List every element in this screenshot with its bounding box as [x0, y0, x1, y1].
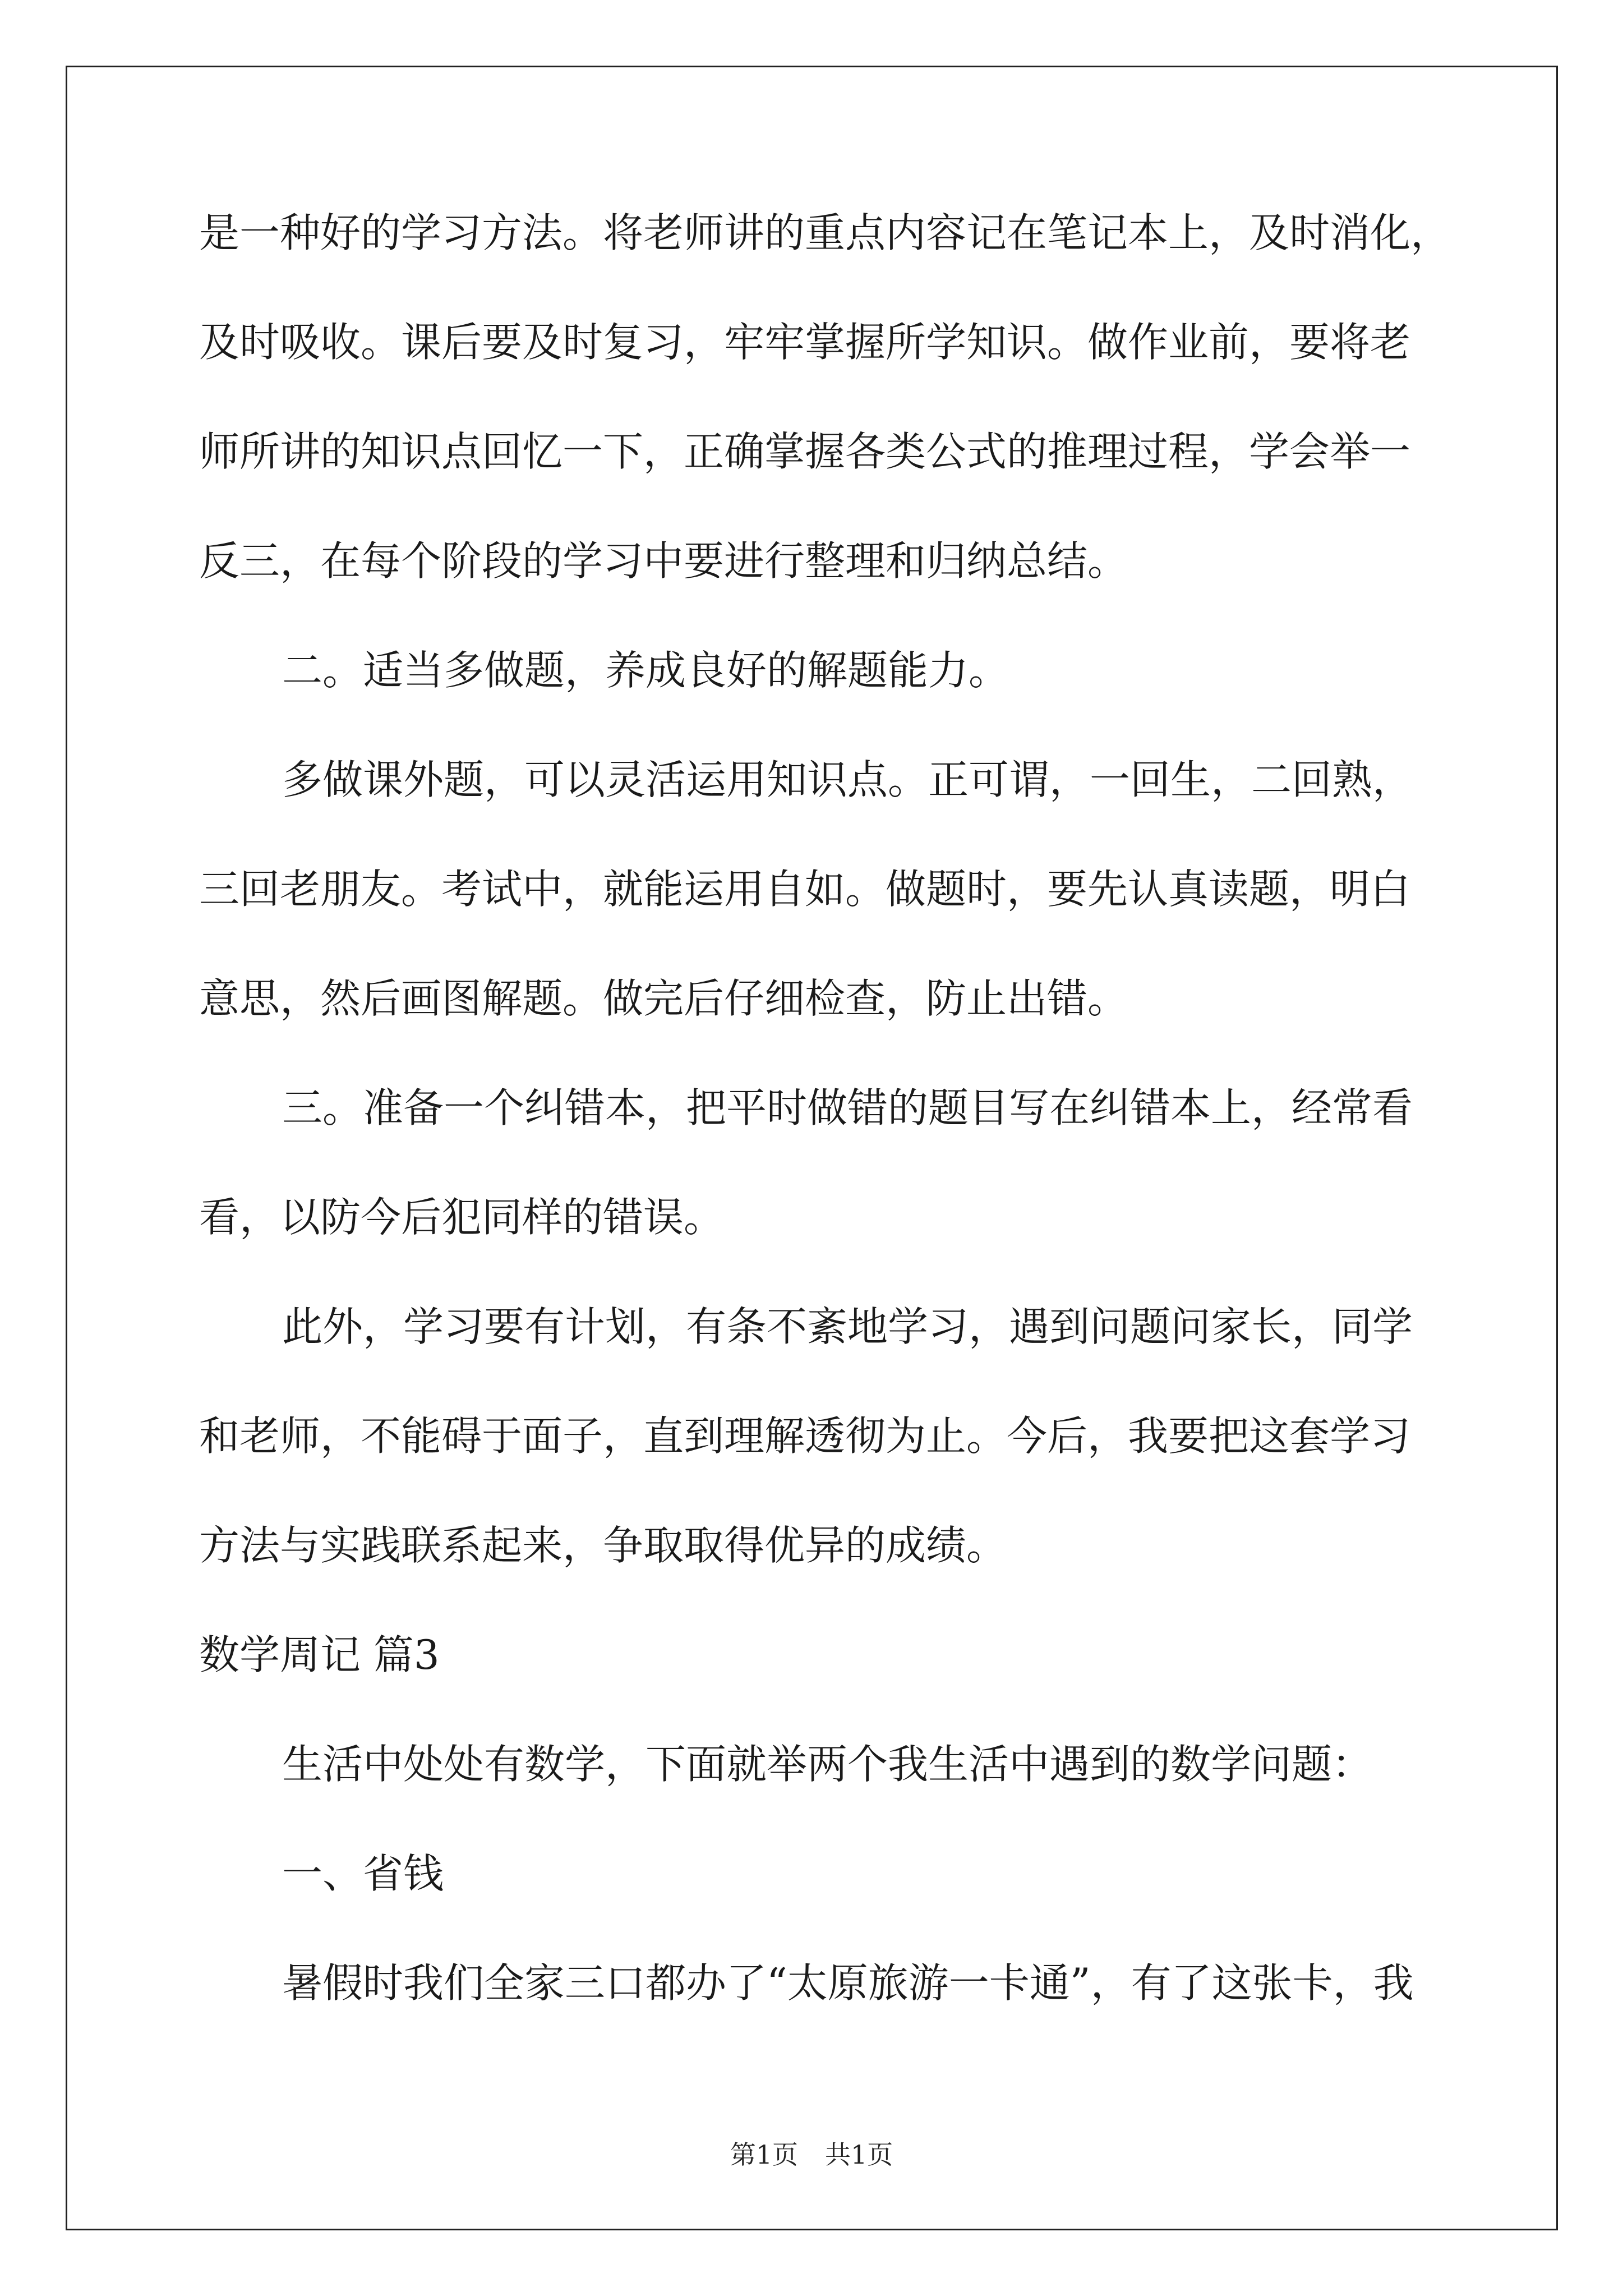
text-line: 及时吸收。课后要及时复习，牢牢掌握所学知识。做作业前，要将老 [199, 319, 1411, 366]
text-line: 意思，然后画图解题。做完后仔细检查，防止出错。 [199, 975, 1128, 1022]
page-number: 第1页 [730, 2139, 798, 2170]
text-line: 方法与实践联系起来，争取取得优异的成绩。 [199, 1522, 1007, 1569]
text-line: 反三，在每个阶段的学习中要进行整理和归纳总结。 [199, 537, 1128, 585]
text-line: 师所讲的知识点回忆一下，正确掌握各类公式的推理过程，学会举一 [199, 428, 1411, 475]
text-line: 看，以防今后犯同样的错误。 [199, 1194, 725, 1241]
text-line: 多做课外题，可以灵活运用知识点。正可谓，一回生，二回熟， [282, 756, 1413, 803]
text-line: 生活中处处有数学，下面就举两个我生活中遇到的数学问题： [282, 1741, 1373, 1788]
text-line: 此外，学习要有计划，有条不紊地学习，遇到问题问家长，同学 [282, 1303, 1413, 1350]
text-line: 三回老朋友。考试中，就能运用自如。做题时，要先认真读题，明白 [199, 866, 1411, 913]
article-title: 数学周记 篇3 [199, 1631, 440, 1678]
text-line: 和老师，不能碍于面子，直到理解透彻为止。今后，我要把这套学习 [199, 1412, 1411, 1460]
page-total: 共1页 [825, 2139, 893, 2170]
text-line: 暑假时我们全家三口都办了“太原旅游一卡通”，有了这张卡，我 [282, 1959, 1414, 2007]
section-heading: 一、省钱 [282, 1850, 444, 1897]
section-heading: 二。适当多做题，养成良好的解题能力。 [282, 647, 1009, 694]
page-footer [0, 2134, 1623, 2171]
text-line: 是一种好的学习方法。将老师讲的重点内容记在笔记本上，及时消化， [199, 209, 1451, 256]
section-heading: 三。准备一个纠错本，把平时做错的题目写在纠错本上，经常看 [282, 1084, 1413, 1131]
